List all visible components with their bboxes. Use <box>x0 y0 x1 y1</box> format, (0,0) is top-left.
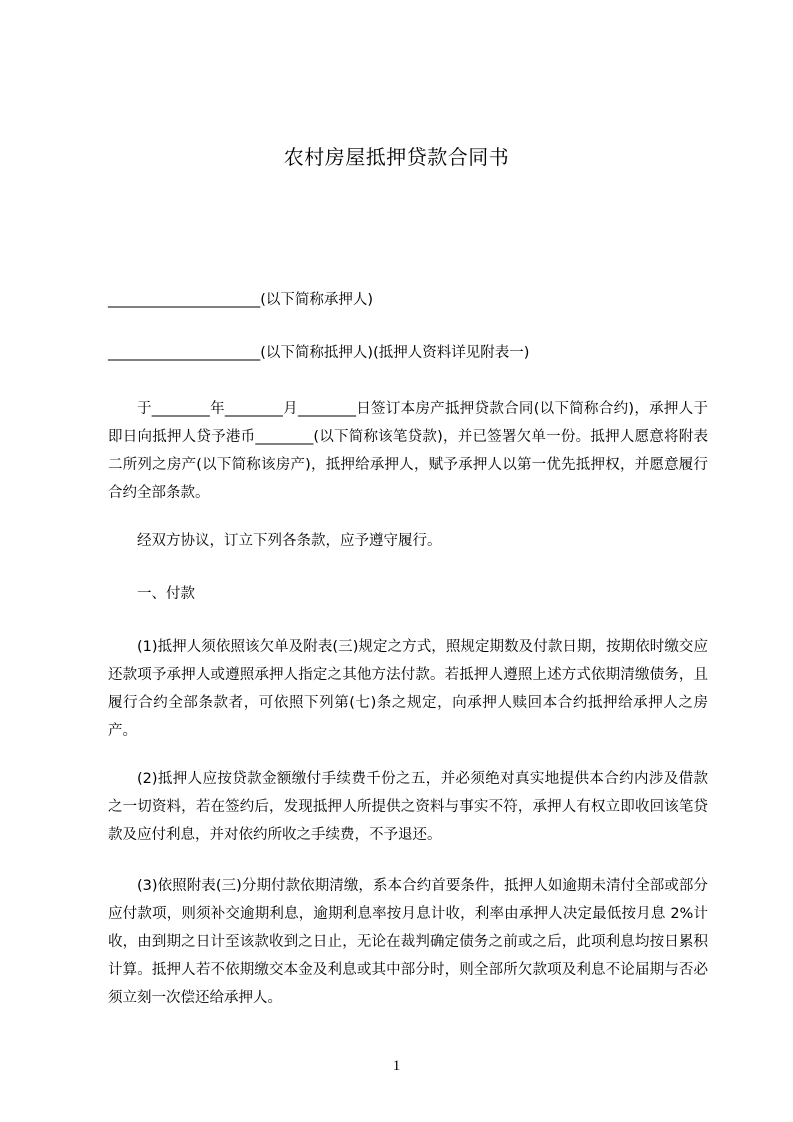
mortgagor-line: _____________________(以下简称抵押人)(抵押人资料详见附表一) <box>108 345 530 361</box>
preamble-text: 于________年________月________日签订本房产抵押贷款合同(以下简称合约)，承押人于即日向抵押人贷予港币________(以下简称该笔贷款)，并已签署欠单一份。抵押人愿意将附表二所列之房产(以下简称该房产)，抵押给承押人，赋予承押人以第一优先抵押权，并愿意履行合约全部条款。 <box>108 401 708 501</box>
page-number: 1 <box>392 1058 401 1074</box>
section-heading-text: 一、付款 <box>137 586 195 602</box>
agreement-intro-paragraph <box>108 527 708 555</box>
section-heading-payment <box>108 580 708 608</box>
preamble-paragraph <box>108 395 708 507</box>
clause-3-paragraph <box>108 872 708 1012</box>
mortgagee-line: _____________________(以下简称承押人) <box>108 292 374 308</box>
agreement-intro-text: 经双方协议，订立下列各条款，应予遵守履行。 <box>137 533 442 549</box>
document-title: 农村房屋抵押贷款合同书 <box>283 145 510 169</box>
clause-2-paragraph <box>108 765 708 849</box>
clause-2-text: (2)抵押人应按贷款金额缴付手续费千份之五，并必须绝对真实地提供本合约内涉及借款之一切资料，若在签约后，发现抵押人所提供之资料与事实不符，承押人有权立即收回该笔贷款及应付利息，并对依约所收之手续费，不予退还。 <box>108 771 708 843</box>
clause-1-text: (1)抵押人须依照该欠单及附表(三)规定之方式，照规定期数及付款日期，按期依时缴交应还款项予承押人或遵照承押人指定之其他方法付款。若抵押人遵照上述方式依期清缴债务，且履行合约全部条款者，可依照下列第(七)条之规定，向承押人赎回本合约抵押给承押人之房产。 <box>108 639 708 739</box>
clause-1-paragraph <box>108 633 708 745</box>
clause-3-text: (3)依照附表(三)分期付款依期清缴，系本合约首要条件，抵押人如逾期未清付全部或部分应付款项，则须补交逾期利息，逾期利息率按月息计收，利率由承押人决定最低按月息 2%计收，由到期之日计至该款收到之日止，无论在裁判确定债务之前或之后，此项利息均按日累积计算。抵押人若不依期缴交本金及利息或其中部分时，则全部所欠款项及利息不论届期与否必须立刻一次偿还给承押人。 <box>108 878 708 1006</box>
